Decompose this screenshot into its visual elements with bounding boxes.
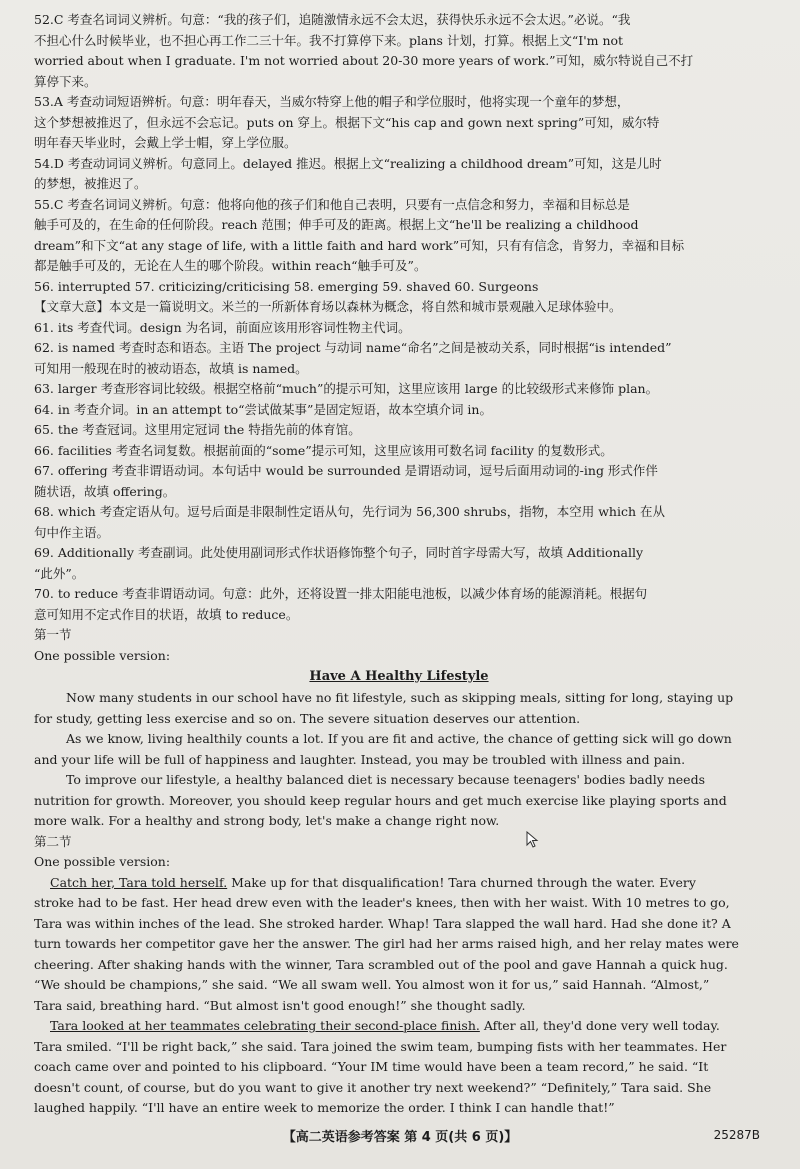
- answer-line-22: 66. facilities 考查名词复数。根据前面的“some”提示可知，这里应该用可数名词 facility 的复数形式。: [34, 442, 613, 458]
- answer-line-12: dream”和下文“at any stage of life, with a little faith and hard work”可知，只有有信念，肯努力，幸福和目标: [34, 237, 685, 253]
- story-line-b-4: laughed happily. “I'll have an entire week to memorize the order. I think I can handle that!”: [34, 1100, 615, 1115]
- mouse-pointer-icon: [526, 831, 540, 849]
- answer-line-27: 69. Additionally 考查副词。此处使用副词形式作状语修饰整个句子，同时首字母需大写，故填 Additionally: [34, 545, 644, 560]
- answer-line-11: 触手可及的，在生命的任何阶段。reach 范围；伸手可及的距离。根据上文“he'll be realizing a childhood: [34, 217, 639, 232]
- essay-body: [34, 688, 764, 832]
- answer-line-8: 54.D 考查动词词义辨析。句意同上。delayed 推迟。根据上文“realizing a childhood dream”可知，这是儿时: [34, 155, 662, 171]
- given-sentence-2: Tara looked at her teammates celebrating their second-place finish.: [50, 1018, 480, 1033]
- section2-label: 第二节: [34, 833, 72, 849]
- answer-line-19: 63. larger 考查形容词比较级。根据空格前“much”的提示可知，这里应该用 large 的比较级形式来修饰 plan。: [34, 381, 659, 396]
- story-line-5: “We should be champions,” she said. “We all swam well. You almost won it for us,” said Hannah. “Almost,”: [34, 977, 710, 992]
- answer-line-26: 句中作主语。: [34, 524, 110, 540]
- story-second-para-first-line: [34, 1016, 764, 1037]
- essay-line-3: As we know, living healthily counts a lot. If you are fit and active, the chance of getting sick will go down: [66, 731, 732, 746]
- story-line-2: Tara was within inches of the lead. She stroked harder. Whap! Tara slapped the wall hard. Had she done it? A: [34, 915, 731, 931]
- answer-line-2: 不担心什么时候毕业，也不担心再工作二三十年。我不打算停下来。plans 计划，打算。根据上文“I'm not: [34, 32, 624, 48]
- answer-line-14: 56. interrupted 57. criticizing/criticising 58. emerging 59. shaved 60. Surgeons: [34, 278, 539, 294]
- story-line-b-1: Tara smiled. “I'll be right back,” she said. Tara joined the swim team, bumping fists with her teammates. Her: [34, 1038, 727, 1054]
- answer-line-3: worried about when I graduate. I'm not worried about 20-30 more years of work.”可知，威尔特说自己不打: [34, 53, 694, 68]
- essay-title: Have A Healthy Lifestyle: [309, 669, 489, 684]
- answer-line-18: 可知用一般现在时的被动语态，故填 is named。: [34, 360, 308, 376]
- answer-line-24: 随状语，故填 offering。: [34, 483, 176, 499]
- answer-line-4: 算停下来。: [34, 73, 97, 89]
- answer-line-21: 65. the 考查冠词。这里用定冠词 the 特指先前的体育馆。: [34, 422, 361, 437]
- answers-block: [34, 10, 764, 625]
- story-paragraph-1: [34, 893, 764, 1016]
- story-line-4: cheering. After shaking hands with the winner, Tara scrambled out of the pool and gave Hannah a quick hug.: [34, 956, 728, 972]
- answer-line-25: 68. which 考查定语从句。逗号后面是非限制性定语从句，先行词为 56,300 shrubs，指物，本空用 which 在从: [34, 504, 665, 519]
- answer-line-10: 55.C 考查名词词义辨析。句意：他将向他的孩子们和他自己表明，只要有一点信念和努力，幸福和目标总是: [34, 196, 630, 212]
- essay-line-4: and your life will be full of happiness and laughter. Instead, you may be troubled with illness and pain.: [34, 751, 686, 767]
- answer-line-29: 70. to reduce 考查非谓语动词。句意：此外，还将设置一排太阳能电池板，以减少体育场的能源消耗。根据句: [34, 586, 648, 601]
- document-code: 25287B: [713, 1128, 760, 1142]
- section1-label: 第一节: [34, 627, 72, 642]
- answer-line-7: 明年春天毕业时，会戴上学士帽，穿上学位服。: [34, 135, 297, 150]
- answer-line-16: 61. its 考查代词。design 为名词，前面应该用形容词性物主代词。: [34, 319, 411, 335]
- answer-line-17: 62. is named 考查时态和语态。主语 The project 与动词 name“命名”之间是被动关系，同时根据“is intended”: [34, 340, 672, 355]
- answer-line-6: 这个梦想被推迟了，但永远不会忘记。puts on 穿上。根据下文“his cap and gown next spring”可知，威尔特: [34, 114, 660, 130]
- answer-line-1: 52.C 考查名词词义辨析。句意：“我的孩子们，追随激情永远不会太迟，获得快乐永远不会太迟。”必说。“我: [34, 12, 631, 27]
- section2-intro: One possible version:: [34, 854, 171, 869]
- answer-line-30: 意可知用不定式作目的状语，故填 to reduce。: [34, 606, 299, 622]
- answer-line-23: 67. offering 考查非谓语动词。本句话中 would be surrounded 是谓语动词，逗号后面用动词的-ing 形式作伴: [34, 463, 658, 478]
- section1-intro: One possible version:: [34, 647, 171, 663]
- answer-line-5: 53.A 考查动词短语辨析。句意：明年春天，当威尔特穿上他的帽子和学位服时，他将实现一个童年的梦想，: [34, 94, 630, 109]
- essay-line-7: more walk. For a healthy and strong body, let's make a change right now.: [34, 813, 500, 828]
- essay-line-5: To improve our lifestyle, a healthy balanced diet is necessary because teenagers' bodies badly needs: [66, 772, 705, 787]
- essay-line-1: Now many students in our school have no fit lifestyle, such as skipping meals, sitting for long, staying up: [66, 690, 734, 705]
- story-line-3: turn towards her competitor gave her the answer. The girl had her arms raised high, and her relay mates were: [34, 936, 739, 951]
- story-line-b-3: doesn't count, of course, but do you want to give it another try next weekend?” “Definitely,” Tara said. She: [34, 1079, 712, 1095]
- answer-line-20: 64. in 考查介词。in an attempt to“尝试做某事”是固定短语，故本空填介词 in。: [34, 401, 492, 417]
- story-line-6: Tara said, breathing hard. “But almost isn't good enough!” she thought sadly.: [34, 997, 526, 1013]
- story-line-1: stroke had to be fast. Her head drew even with the leader's knees, then with her waist. With 10 metres to go,: [34, 895, 730, 910]
- essay-line-6: nutrition for growth. Moreover, you should keep regular hours and get much exercise like playing sports and: [34, 792, 727, 808]
- answer-line-13: 都是触手可及的，无论在人生的哪个阶段。within reach“触手可及”。: [34, 258, 427, 273]
- essay-line-2: for study, getting less exercise and so on. The severe situation deserves our attention.: [34, 710, 581, 726]
- story-line-b-2: coach came over and pointed to his clipboard. “Your IM time would have been a team record,” he said. “It: [34, 1059, 709, 1074]
- story-paragraph-2: [34, 1037, 764, 1119]
- story-second-line-rest: After all, they'd done very well today.: [479, 1018, 720, 1033]
- answer-line-9: 的梦想，被推迟了。: [34, 176, 147, 191]
- given-sentence-1: Catch her, Tara told herself.: [50, 874, 228, 890]
- answer-line-28: “此外”。: [34, 565, 85, 581]
- story-first-line-rest: Make up for that disqualification! Tara churned through the water. Every: [227, 874, 696, 890]
- page-footer: 【高二英语参考答案 第 4 页(共 6 页)】: [282, 1130, 518, 1145]
- story-first-line: [34, 873, 764, 894]
- answer-line-15: 【文章大意】本文是一篇说明文。米兰的一所新体育场以森林为概念，将自然和城市景观融入足球体验中。: [34, 299, 622, 314]
